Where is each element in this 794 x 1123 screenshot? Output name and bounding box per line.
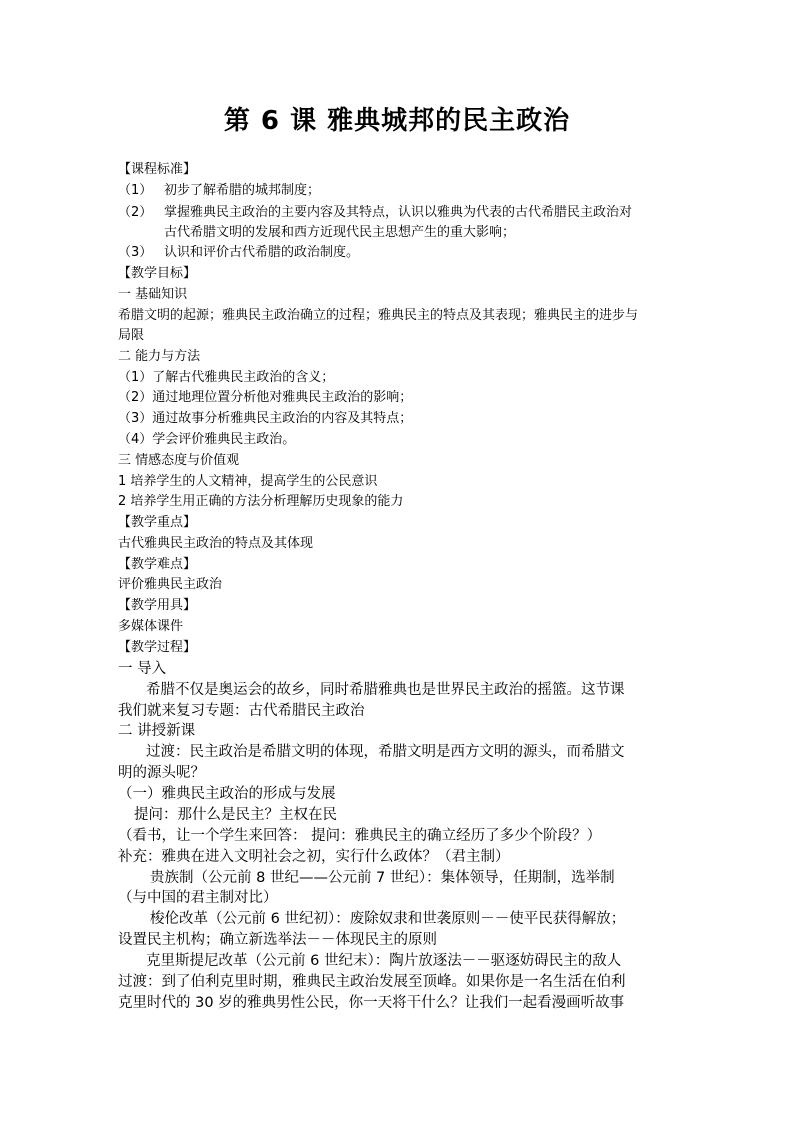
goal-basic-knowledge-heading: 一 基础知识 <box>118 287 188 302</box>
goal-basic-knowledge-text-cont: 局限 <box>118 328 145 343</box>
transition-paragraph-cont: 明的源头呢？ <box>118 765 205 781</box>
item-number: （2） <box>118 205 153 220</box>
page-title: 第 6 课 雅典城邦的民主政治 <box>223 106 571 136</box>
section-teaching-difficulty: 【教学难点】 <box>118 557 197 572</box>
section-teaching-tools: 【教学用具】 <box>118 598 197 613</box>
goal-values-item: 2 培养学生用正确的方法分析理解历史现象的能力 <box>118 494 404 509</box>
goal-ability-item: （4）学会评价雅典民主政治。 <box>118 432 296 447</box>
goal-ability-item: （3）通过故事分析雅典民主政治的内容及其特点； <box>118 411 413 426</box>
teaching-difficulty-text: 评价雅典民主政治 <box>118 577 223 592</box>
aristocracy-paragraph-cont: （与中国的君主制对比） <box>118 890 278 906</box>
item-number: （1） <box>118 183 153 198</box>
section-teaching-process: 【教学过程】 <box>118 640 197 655</box>
goal-ability-heading: 二 能力与方法 <box>118 349 201 364</box>
section-course-standard: 【课程标准】 <box>118 162 197 177</box>
pericles-transition-paragraph: 过渡：到了伯利克里时期，雅典民主政治发展至顶峰。如果你是一名生活在伯利 <box>118 974 626 990</box>
standard-item-2 <box>118 204 632 222</box>
pericles-transition-paragraph-cont: 克里时代的 30 岁的雅典男性公民，你一天将干什么？让我们一起看漫画听故事 <box>118 995 625 1011</box>
standard-item-2-continued: 古代希腊文明的发展和西方近现代民主思想产生的重大影响； <box>164 225 516 240</box>
intro-paragraph: 希腊不仅是奥运会的故乡，同时希腊雅典也是世界民主政治的摇篮。这节课 <box>146 682 625 698</box>
transition-paragraph: 过渡：民主政治是希腊文明的体现，希腊文明是西方文明的源头，而希腊文 <box>146 744 625 760</box>
subsection-heading: （一）雅典民主政治的形成与发展 <box>118 786 336 802</box>
goal-ability-item: （1）了解古代雅典民主政治的含义； <box>118 370 335 385</box>
item-text: 认识和评价古代希腊的政治制度。 <box>164 245 360 260</box>
solon-reform-paragraph: 梭伦改革（公元前 6 世纪初）：废除奴隶和世袭原则－－使平民获得解放； <box>150 911 626 927</box>
supplement-paragraph: 补充：雅典在进入文明社会之初，实行什么政体？（君主制） <box>118 849 510 865</box>
goal-values-heading: 三 情感态度与价值观 <box>118 453 240 468</box>
new-lesson-heading: 二 讲授新课 <box>118 723 196 739</box>
item-text: 掌握雅典民主政治的主要内容及其特点，认识以雅典为代表的古代希腊民主政治对 <box>164 205 633 220</box>
solon-reform-paragraph-cont: 设置民主机构；确立新选举法－－体现民主的原则 <box>118 932 437 948</box>
goal-values-item: 1 培养学生的人文精神，提高学生的公民意识 <box>118 474 378 489</box>
teaching-tools-text: 多媒体课件 <box>118 619 184 634</box>
standard-item-3 <box>118 244 359 262</box>
section-teaching-goals: 【教学目标】 <box>118 266 197 281</box>
section-teaching-focus: 【教学重点】 <box>118 515 197 530</box>
aristocracy-paragraph: 贵族制（公元前 8 世纪——公元前 7 世纪）：集体领导，任期制，选举制 <box>150 870 615 886</box>
question-paragraph-2: （看书，让一个学生来回答： 提问：雅典民主的确立经历了多少个阶段？） <box>118 828 602 844</box>
goal-ability-item: （2）通过地理位置分析他对雅典民主政治的影响； <box>118 390 413 405</box>
intro-paragraph-cont: 我们就来复习专题：古代希腊民主政治 <box>118 703 365 719</box>
cleisthenes-reform-paragraph: 克里斯提尼改革（公元前 6 世纪末）：陶片放逐法－－驱逐妨碍民主的敌人 <box>146 953 622 969</box>
goal-basic-knowledge-text: 希腊文明的起源；雅典民主政治确立的过程；雅典民主的特点及其表现；雅典民主的进步与 <box>118 308 639 323</box>
teaching-focus-text: 古代雅典民主政治的特点及其体现 <box>118 536 314 551</box>
standard-item-1 <box>118 182 320 200</box>
item-number: （3） <box>118 245 153 260</box>
question-paragraph: 提问：那什么是民主？主权在民 <box>134 807 337 823</box>
item-text: 初步了解希腊的城邦制度； <box>164 183 321 198</box>
intro-heading: 一 导入 <box>118 661 167 677</box>
